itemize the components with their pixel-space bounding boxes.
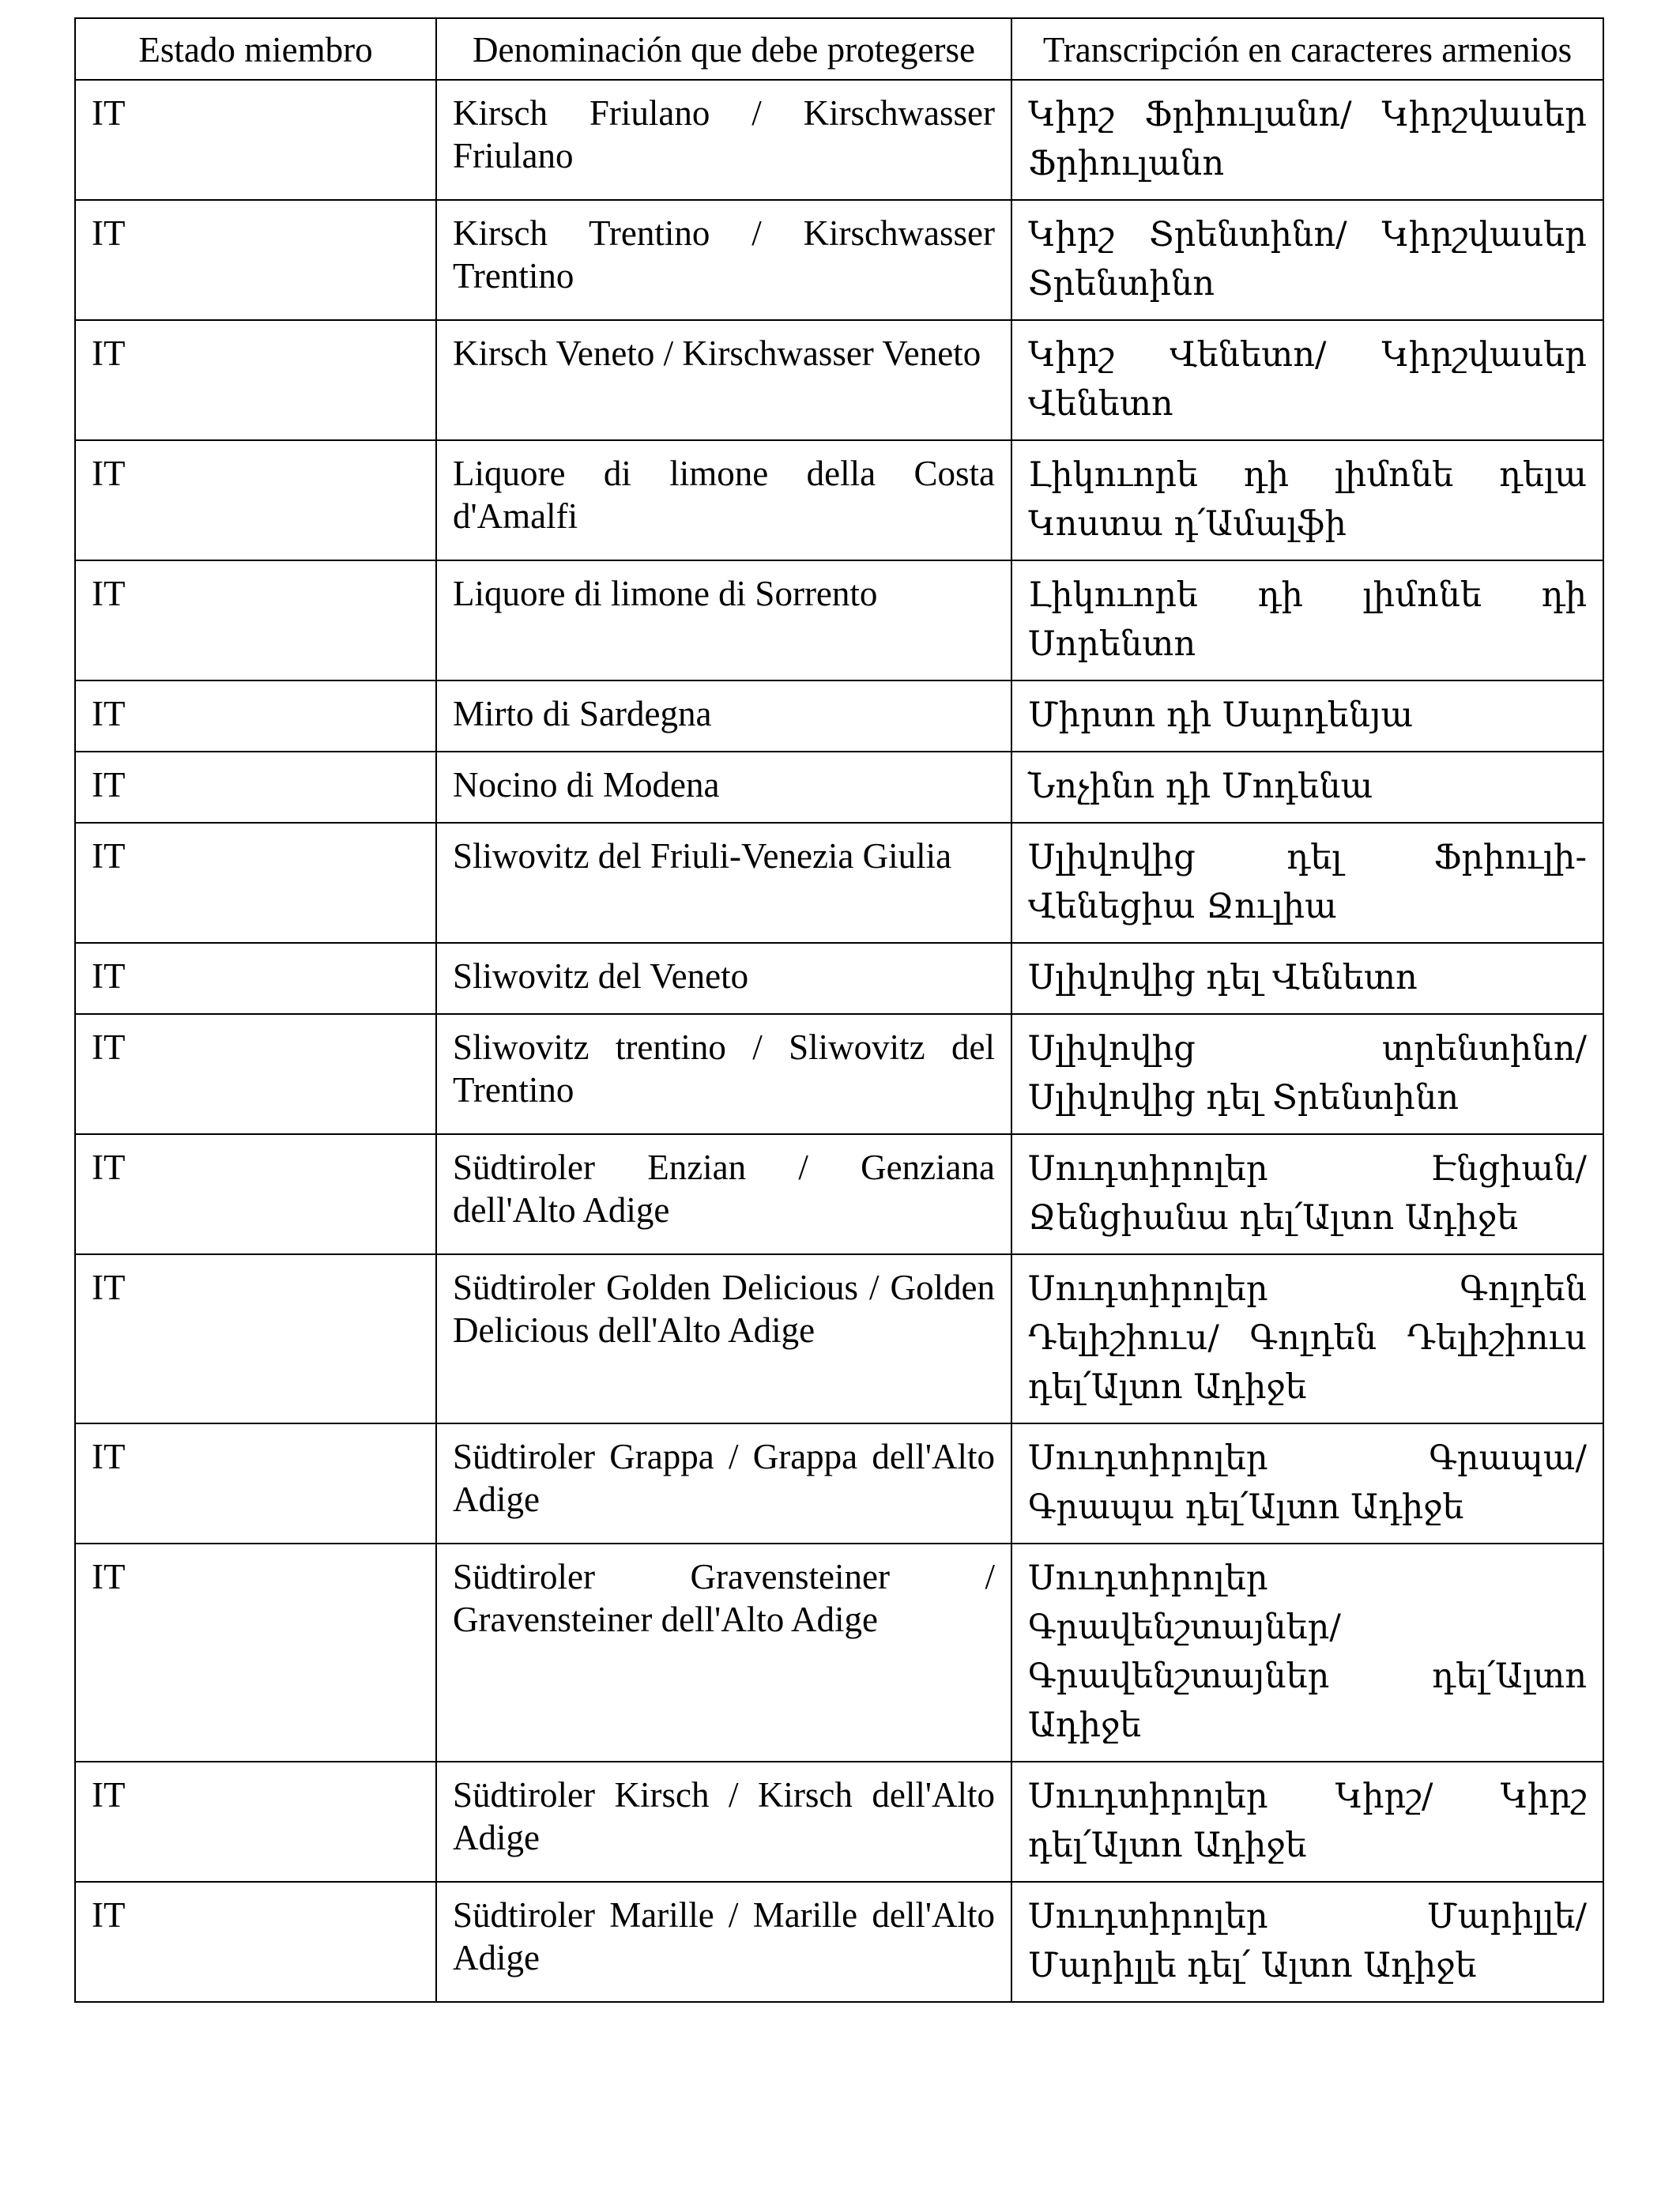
table-row xyxy=(75,1254,1603,1423)
cell-member-state: IT xyxy=(75,1134,436,1254)
cell-member-state: IT xyxy=(75,560,436,680)
cell-protected-name: Sliwovitz trentino / Sliwovitz del Trentino xyxy=(436,1014,1011,1134)
cell-protected-name: Sliwovitz del Friuli-Venezia Giulia xyxy=(436,823,1011,943)
cell-armenian-transcription: Սուդտիրոլեր Կիրշ/ Կիրշ դել՛Ալտո Ադիջե xyxy=(1011,1762,1603,1882)
table-row xyxy=(75,680,1603,752)
cell-protected-name: Südtiroler Kirsch / Kirsch dell'Alto Adige xyxy=(436,1762,1011,1882)
cell-member-state: IT xyxy=(75,1762,436,1882)
cell-protected-name: Kirsch Veneto / Kirschwasser Veneto xyxy=(436,320,1011,440)
cell-armenian-transcription: Սլիվովից տրենտինո/ Սլիվովից դել Տրենտինո xyxy=(1011,1014,1603,1134)
table-row xyxy=(75,752,1603,823)
cell-armenian-transcription: Սլիվովից դել Վենետո xyxy=(1011,943,1603,1014)
cell-armenian-transcription: Կիրշ Վենետո/ Կիրշվասեր Վենետո xyxy=(1011,320,1603,440)
cell-armenian-transcription: Սուդտիրոլեր Գրապա/ Գրապա դել՛Ալտո Ադիջե xyxy=(1011,1423,1603,1544)
cell-armenian-transcription: Սուդտիրոլեր Մարիլլե/ Մարիլլե դել՛ Ալտո Ադիջե xyxy=(1011,1882,1603,2002)
cell-member-state: IT xyxy=(75,440,436,560)
cell-member-state: IT xyxy=(75,680,436,752)
header-protected-name: Denominación que debe protegerse xyxy=(436,18,1011,80)
header-armenian-transcription: Transcripción en caracteres armenios xyxy=(1011,18,1603,80)
cell-protected-name: Mirto di Sardegna xyxy=(436,680,1011,752)
table-body xyxy=(75,80,1603,2002)
cell-armenian-transcription: Լիկուորե դի լիմոնե դելա Կոստա դ՛Ամալֆի xyxy=(1011,440,1603,560)
cell-armenian-transcription: Նոչինո դի Մոդենա xyxy=(1011,752,1603,823)
cell-member-state: IT xyxy=(75,752,436,823)
cell-armenian-transcription: Սլիվովից դել Ֆրիուլի-Վենեցիա Ջուլիա xyxy=(1011,823,1603,943)
cell-protected-name: Südtiroler Marille / Marille dell'Alto Adige xyxy=(436,1882,1011,2002)
cell-armenian-transcription: Սուդտիրոլեր Էնցիան/ Ջենցիանա դել՛Ալտո Ադիջե xyxy=(1011,1134,1603,1254)
table-row xyxy=(75,80,1603,200)
cell-armenian-transcription: Կիրշ Տրենտինո/ Կիրշվասեր Տրենտինո xyxy=(1011,200,1603,320)
cell-member-state: IT xyxy=(75,943,436,1014)
table-row xyxy=(75,1882,1603,2002)
cell-protected-name: Sliwovitz del Veneto xyxy=(436,943,1011,1014)
cell-member-state: IT xyxy=(75,200,436,320)
table-header xyxy=(75,18,1603,80)
cell-armenian-transcription: Սուդտիրոլեր Գրավենշտայներ/ Գրավենշտայներ դել՛Ալտո Ադիջե xyxy=(1011,1544,1603,1762)
table-row xyxy=(75,1134,1603,1254)
cell-protected-name: Liquore di limone di Sorrento xyxy=(436,560,1011,680)
cell-protected-name: Südtiroler Enzian / Genziana dell'Alto Adige xyxy=(436,1134,1011,1254)
table-row xyxy=(75,943,1603,1014)
designations-table xyxy=(74,17,1604,2003)
table-row xyxy=(75,1544,1603,1762)
cell-protected-name: Südtiroler Grappa / Grappa dell'Alto Adige xyxy=(436,1423,1011,1544)
table-row xyxy=(75,320,1603,440)
header-member-state: Estado miembro xyxy=(75,18,436,80)
cell-member-state: IT xyxy=(75,823,436,943)
cell-member-state: IT xyxy=(75,1544,436,1762)
cell-armenian-transcription: Միրտո դի Սարդենյա xyxy=(1011,680,1603,752)
table-row xyxy=(75,1423,1603,1544)
header-row xyxy=(75,18,1603,80)
cell-protected-name: Kirsch Friulano / Kirschwasser Friulano xyxy=(436,80,1011,200)
cell-member-state: IT xyxy=(75,1882,436,2002)
cell-armenian-transcription: Լիկուորե դի լիմոնե դի Սորենտո xyxy=(1011,560,1603,680)
table-row xyxy=(75,560,1603,680)
table-row xyxy=(75,200,1603,320)
cell-protected-name: Nocino di Modena xyxy=(436,752,1011,823)
table-row xyxy=(75,440,1603,560)
cell-member-state: IT xyxy=(75,80,436,200)
table-row xyxy=(75,1762,1603,1882)
cell-protected-name: Kirsch Trentino / Kirschwasser Trentino xyxy=(436,200,1011,320)
table-row xyxy=(75,1014,1603,1134)
cell-member-state: IT xyxy=(75,1423,436,1544)
table-row xyxy=(75,823,1603,943)
cell-protected-name: Südtiroler Gravensteiner / Gravensteiner dell'Alto Adige xyxy=(436,1544,1011,1762)
cell-member-state: IT xyxy=(75,1254,436,1423)
cell-member-state: IT xyxy=(75,1014,436,1134)
cell-armenian-transcription: Սուդտիրոլեր Գոլդեն Դելիշիուս/ Գոլդեն Դելիշիուս դել՛Ալտո Ադիջե xyxy=(1011,1254,1603,1423)
cell-protected-name: Südtiroler Golden Delicious / Golden Delicious dell'Alto Adige xyxy=(436,1254,1011,1423)
cell-armenian-transcription: Կիրշ Ֆրիուլանո/ Կիրշվասեր Ֆրիուլանո xyxy=(1011,80,1603,200)
cell-member-state: IT xyxy=(75,320,436,440)
cell-protected-name: Liquore di limone della Costa d'Amalfi xyxy=(436,440,1011,560)
